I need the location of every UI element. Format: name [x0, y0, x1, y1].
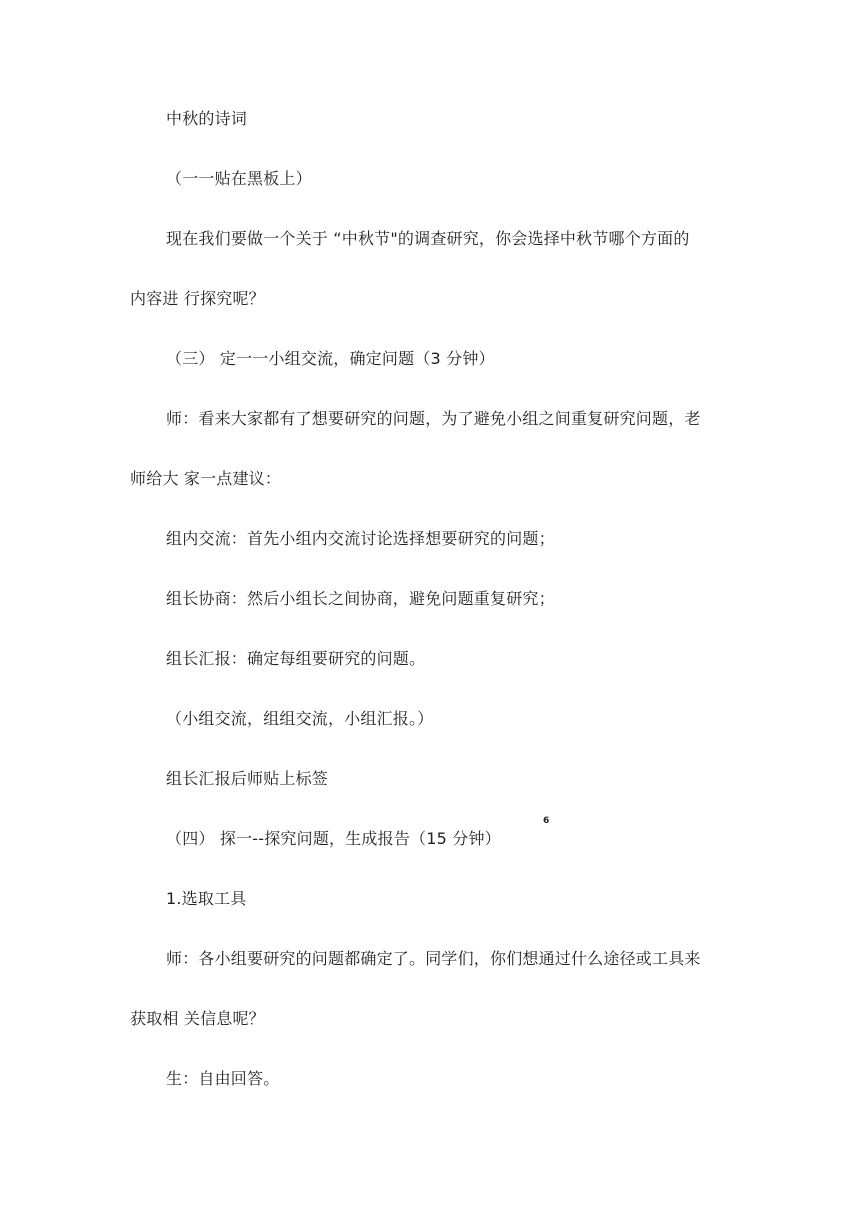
paragraph-student-answer: 生：自由回答。 [166, 1069, 280, 1088]
paragraph-teacher-advice-cont: 师给大 家一点建议： [130, 469, 282, 488]
paragraph-research-intro-cont: 内容进 行探究呢？ [130, 289, 265, 308]
list-item-leader-report: 组长汇报：确定每组要研究的问题。 [166, 649, 426, 668]
paragraph-teacher-question-cont: 获取相 关信息呢？ [130, 1009, 265, 1028]
section-heading-four: （四） 探一--探究问题，生成报告（15 分钟） [166, 829, 501, 848]
paragraph-poems: 中秋的诗词 [166, 109, 248, 128]
paragraph-activity-note: （小组交流，组组交流，小组汇报。） [166, 709, 434, 728]
page-number: 6 [543, 816, 550, 826]
paragraph-teacher-advice: 师：看来大家都有了想要研究的问题，为了避免小组之间重复研究问题，老 [166, 409, 701, 428]
subheading-select-tools: 1.选取工具 [166, 889, 247, 908]
list-item-group-discussion: 组内交流：首先小组内交流讨论选择想要研究的问题； [166, 529, 555, 548]
list-item-leader-negotiation: 组长协商：然后小组长之间协商，避免问题重复研究； [166, 589, 555, 608]
paragraph-research-intro: 现在我们要做一个关于 “中秋节"的调查研究，你会选择中秋节哪个方面的 [166, 229, 690, 248]
paragraph-label-note: 组长汇报后师贴上标签 [166, 769, 329, 788]
section-heading-three: （三） 定一一小组交流，确定问题（3 分钟） [166, 349, 495, 368]
paragraph-teacher-question: 师：各小组要研究的问题都确定了。同学们，你们想通过什么途径或工具来 [166, 949, 701, 968]
paragraph-blackboard-note: （一一贴在黑板上） [166, 169, 312, 188]
